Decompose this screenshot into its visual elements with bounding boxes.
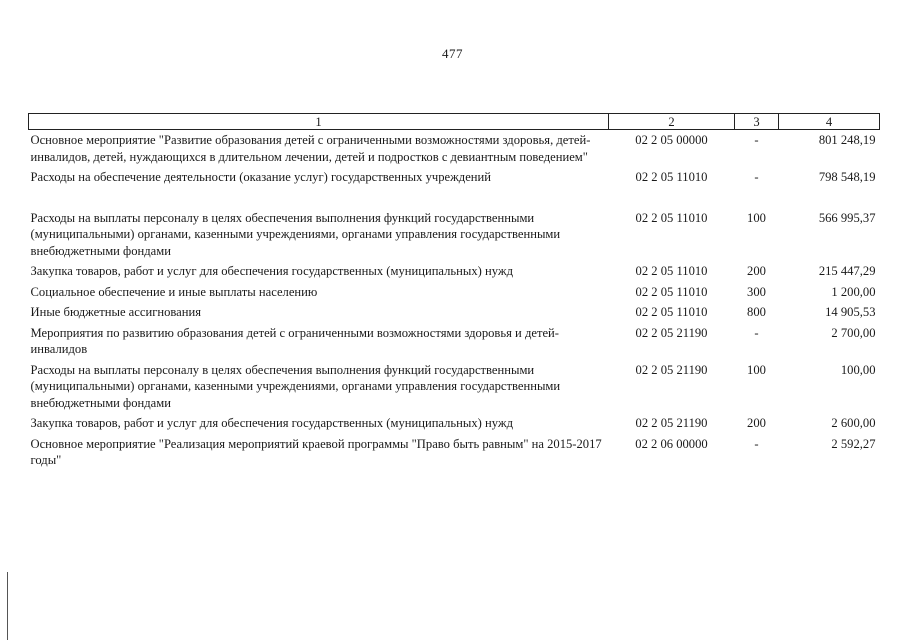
row-code: 02 2 05 11010 — [635, 210, 708, 225]
scan-margin-line — [7, 572, 8, 640]
row-type: 300 — [747, 284, 766, 299]
page-number: 477 — [442, 46, 463, 61]
table-row — [29, 302, 880, 323]
row-amount: 1 200,00 — [831, 284, 876, 299]
row-type: 100 — [747, 210, 766, 225]
header-col-1: 1 — [29, 114, 609, 130]
row-amount: 801 248,19 — [818, 133, 876, 147]
table-row — [29, 413, 880, 434]
row-amount: 2 700,00 — [831, 325, 876, 340]
row-code: 02 2 05 21190 — [635, 362, 708, 377]
row-type: 200 — [747, 416, 766, 430]
row-amount: 566 995,37 — [818, 210, 876, 225]
table-row — [29, 360, 880, 414]
row-amount: 2 592,27 — [831, 436, 876, 451]
table-row — [29, 323, 880, 360]
row-type: - — [754, 170, 759, 184]
row-amount: 100,00 — [840, 362, 876, 377]
table-row — [29, 208, 880, 262]
row-name: Социальное обеспечение и иные выплаты населению — [30, 284, 318, 299]
row-name: Расходы на обеспечение деятельности (оказание услуг) государственных учреждений — [30, 170, 492, 184]
row-code: 02 2 06 00000 — [635, 436, 708, 451]
table-row — [29, 282, 880, 303]
row-amount: 2 600,00 — [831, 416, 876, 430]
row-code: 02 2 05 21190 — [635, 325, 708, 340]
row-type: - — [754, 436, 759, 451]
row-code: 02 2 05 00000 — [635, 133, 708, 147]
row-name: Мероприятия по развитию образования детей с ограниченными возможностями здоровья и детей-инвалидов — [30, 325, 559, 356]
row-type: 200 — [747, 264, 766, 278]
budget-table — [28, 113, 880, 471]
header-col-4: 4 — [779, 114, 880, 130]
row-amount: 215 447,29 — [818, 264, 876, 278]
row-code: 02 2 05 11010 — [635, 305, 708, 319]
header-col-2: 2 — [609, 114, 735, 130]
row-name: Основное мероприятие "Реализация мероприятий краевой программы "Право быть равным" на 2015-2017 годы" — [30, 436, 602, 467]
row-name: Закупка товаров, работ и услуг для обеспечения государственных (муниципальных) нужд — [30, 264, 513, 278]
row-name: Закупка товаров, работ и услуг для обеспечения государственных (муниципальных) нужд — [30, 416, 513, 430]
table-row — [29, 130, 880, 168]
table-row — [29, 261, 880, 282]
table-row — [29, 167, 880, 208]
row-code: 02 2 05 21190 — [635, 416, 708, 430]
row-code: 02 2 05 11010 — [635, 284, 708, 299]
row-type: 100 — [747, 362, 766, 377]
table-row — [29, 434, 880, 471]
row-amount: 14 905,53 — [825, 305, 876, 319]
table-header-row — [29, 114, 880, 130]
row-name: Иные бюджетные ассигнования — [30, 305, 202, 319]
row-type: 800 — [747, 305, 766, 319]
row-name: Основное мероприятие "Развитие образования детей с ограниченными возможностями здоровья, детей-инвалидов, детей, нуждающихся в длительном лечении, детей и подростков с девиантным поведением" — [30, 133, 591, 164]
row-name: Расходы на выплаты персоналу в целях обеспечения выполнения функций государственными (муниципальными) органами, казенными учреждениями, органами управления государственными внебюджетными фондами — [30, 362, 561, 410]
row-name: Расходы на выплаты персоналу в целях обеспечения выполнения функций государственными (муниципальными) органами, казенными учреждениями, органами управления государственными внебюджетными фондами — [30, 210, 561, 258]
row-code: 02 2 05 11010 — [635, 170, 708, 184]
header-col-3: 3 — [735, 114, 779, 130]
row-type: - — [754, 133, 759, 147]
row-code: 02 2 05 11010 — [635, 264, 708, 278]
row-amount: 798 548,19 — [818, 170, 876, 184]
row-type: - — [754, 325, 759, 340]
